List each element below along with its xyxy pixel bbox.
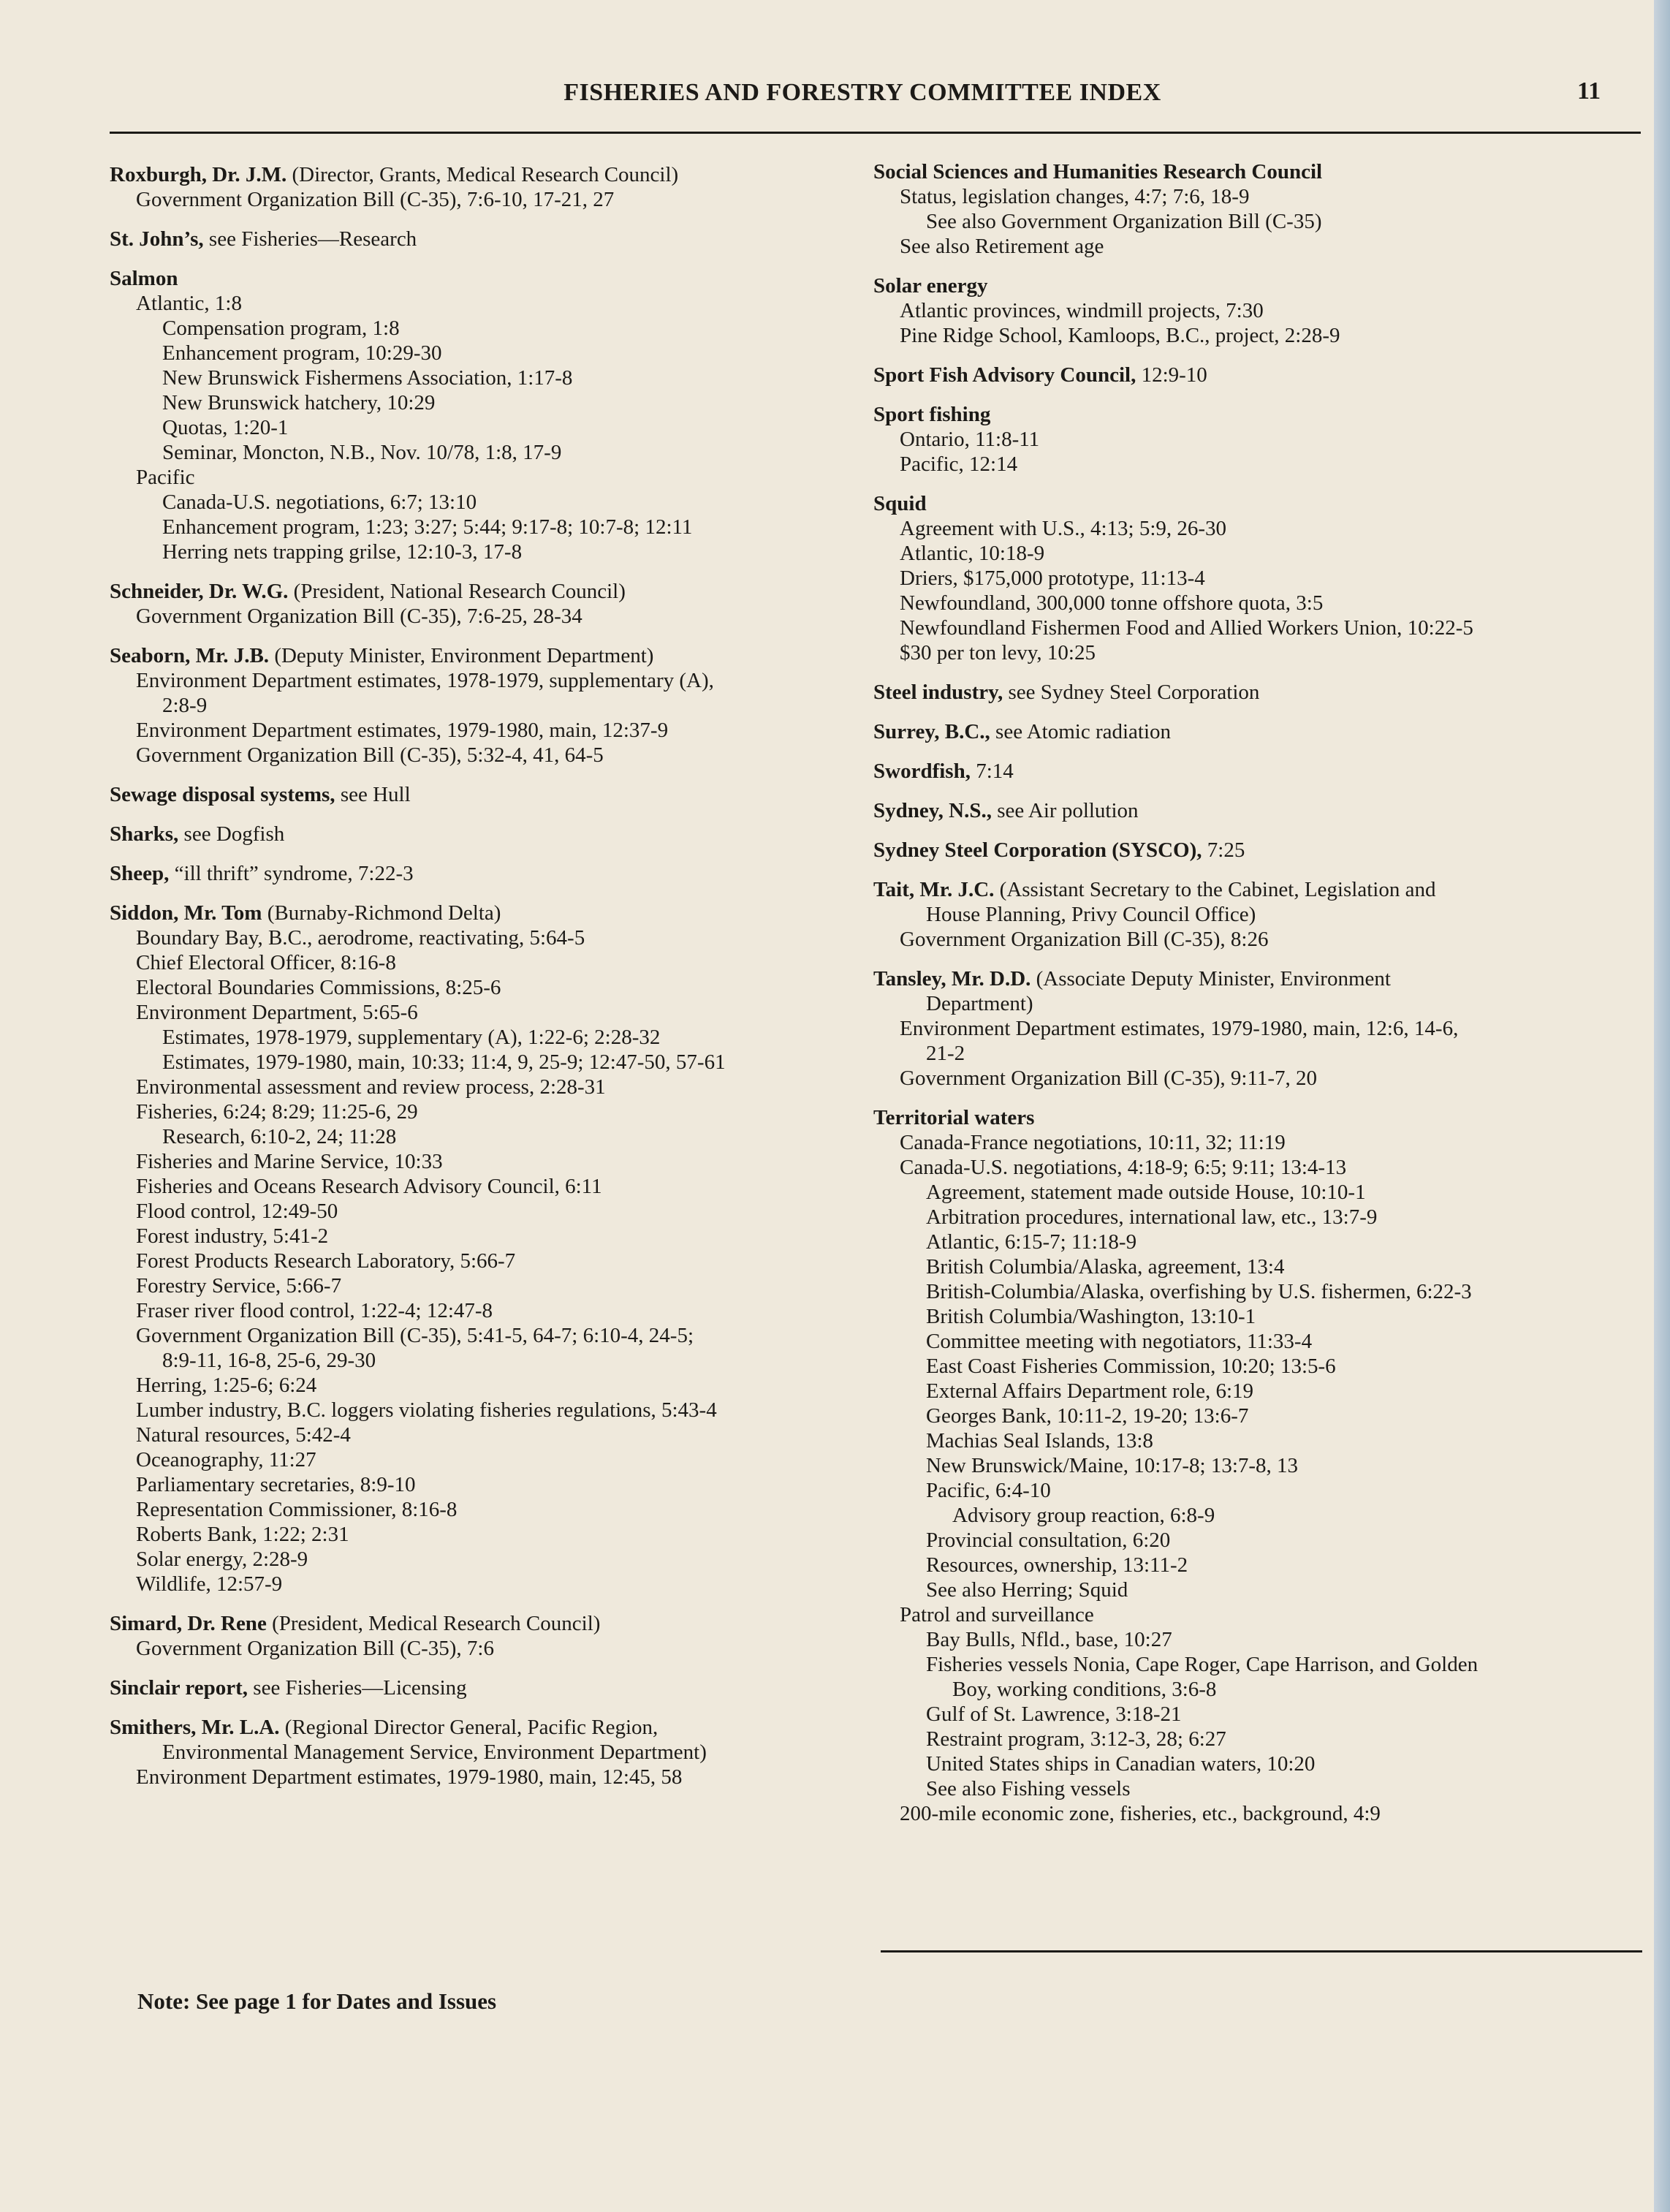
index-subentry: Ontario, 11:8-11 bbox=[900, 428, 1040, 451]
index-entry bbox=[873, 491, 1648, 665]
page-edge bbox=[1654, 0, 1670, 2212]
index-subentry: See also Government Organization Bill (C-35) bbox=[926, 210, 1322, 233]
index-subentry: Government Organization Bill (C-35), 9:11-7, 20 bbox=[900, 1067, 1318, 1090]
index-entry bbox=[873, 680, 1648, 705]
index-subentry: Compensation program, 1:8 bbox=[162, 317, 400, 340]
index-subentry: Fisheries and Oceans Research Advisory Council, 6:11 bbox=[136, 1175, 602, 1198]
index-heading-detail: (Director, Grants, Medical Research Council) bbox=[286, 163, 679, 186]
index-heading: Sport fishing bbox=[873, 403, 991, 426]
index-entry bbox=[110, 579, 870, 629]
index-column-left bbox=[110, 162, 870, 1804]
index-entry bbox=[873, 159, 1648, 259]
index-subentry: New Brunswick/Maine, 10:17-8; 13:7-8, 13 bbox=[926, 1454, 1299, 1477]
index-subentry: United States ships in Canadian waters, 10:20 bbox=[926, 1752, 1316, 1776]
index-heading-detail: see Atomic radiation bbox=[990, 720, 1172, 743]
footer-rule bbox=[881, 1950, 1642, 1952]
index-subentry: Environment Department estimates, 1979-1980, main, 12:6, 14-6, bbox=[900, 1017, 1459, 1040]
index-entry-heading-line bbox=[110, 579, 870, 604]
index-entry bbox=[110, 901, 870, 1596]
index-heading: Sharks, bbox=[110, 822, 179, 846]
index-subentry: Lumber industry, B.C. loggers violating fisheries regulations, 5:43-4 bbox=[136, 1398, 717, 1422]
index-heading-detail: 12:9-10 bbox=[1136, 363, 1207, 387]
index-entry bbox=[873, 759, 1648, 784]
index-subentry: $30 per ton levy, 10:25 bbox=[900, 641, 1096, 664]
index-entry-heading-line bbox=[110, 1675, 870, 1700]
index-subentry: Canada-U.S. negotiations, 6:7; 13:10 bbox=[162, 490, 477, 514]
index-subentry: Estimates, 1979-1980, main, 10:33; 11:4, 9, 25-9; 12:47-50, 57-61 bbox=[162, 1050, 726, 1074]
index-subentry: Chief Electoral Officer, 8:16-8 bbox=[136, 951, 396, 974]
index-subentry: Georges Bank, 10:11-2, 19-20; 13:6-7 bbox=[926, 1404, 1249, 1428]
index-subentry: See also Herring; Squid bbox=[926, 1578, 1128, 1602]
index-heading-detail: see Hull bbox=[335, 783, 411, 806]
index-subentry: Machias Seal Islands, 13:8 bbox=[926, 1429, 1153, 1452]
index-entry-heading-line bbox=[110, 227, 870, 251]
header-rule bbox=[110, 132, 1641, 134]
index-heading: Sinclair report, bbox=[110, 1676, 248, 1700]
index-entry-heading-line bbox=[873, 363, 1648, 387]
index-column-right bbox=[873, 159, 1648, 1841]
index-entry-heading-line bbox=[110, 861, 870, 886]
index-entry-heading-line bbox=[110, 162, 870, 187]
index-subentry: Fraser river flood control, 1:22-4; 12:47-8 bbox=[136, 1299, 493, 1322]
index-subentry: See also Fishing vessels bbox=[926, 1777, 1131, 1800]
index-subentry: Restraint program, 3:12-3, 28; 6:27 bbox=[926, 1727, 1226, 1751]
index-heading: Sport Fish Advisory Council, bbox=[873, 363, 1136, 387]
index-subentry: Quotas, 1:20-1 bbox=[162, 416, 289, 439]
index-entry-heading-line bbox=[873, 966, 1648, 991]
index-subentry: Forest industry, 5:41-2 bbox=[136, 1224, 329, 1248]
index-heading: Tait, Mr. J.C. bbox=[873, 878, 995, 901]
index-heading: Sydney, N.S., bbox=[873, 799, 992, 822]
index-entry bbox=[873, 877, 1648, 952]
index-heading: Roxburgh, Dr. J.M. bbox=[110, 163, 287, 186]
index-entry-heading-line bbox=[110, 782, 870, 807]
index-entry-heading-line bbox=[873, 798, 1648, 823]
index-subentry: Provincial consultation, 6:20 bbox=[926, 1529, 1171, 1552]
index-entry bbox=[110, 1715, 870, 1789]
index-entry-heading-line bbox=[873, 273, 1648, 298]
index-heading-detail: “ill thrift” syndrome, 7:22-3 bbox=[169, 862, 414, 885]
index-subentry: Atlantic provinces, windmill projects, 7:30 bbox=[900, 299, 1264, 322]
index-heading-detail: (President, Medical Research Council) bbox=[266, 1612, 601, 1635]
index-subentry: Forest Products Research Laboratory, 5:66-7 bbox=[136, 1249, 516, 1273]
index-heading-detail: see Air pollution bbox=[991, 799, 1139, 822]
index-subentry: Environmental Management Service, Environment Department) bbox=[162, 1741, 707, 1764]
index-subentry: Agreement, statement made outside House, 10:10-1 bbox=[926, 1181, 1366, 1204]
index-heading-detail: see Sydney Steel Corporation bbox=[1003, 681, 1260, 704]
index-entry-heading-line bbox=[873, 159, 1648, 184]
index-subentry: Forestry Service, 5:66-7 bbox=[136, 1274, 342, 1298]
index-subentry: Government Organization Bill (C-35), 8:26 bbox=[900, 928, 1269, 951]
index-heading: Squid bbox=[873, 492, 927, 515]
index-heading-detail: (Deputy Minister, Environment Department) bbox=[269, 644, 654, 667]
index-subentry: British-Columbia/Alaska, overfishing by U.S. fishermen, 6:22-3 bbox=[926, 1280, 1472, 1303]
index-subentry: Government Organization Bill (C-35), 7:6-10, 17-21, 27 bbox=[136, 188, 615, 211]
index-subentry: Atlantic, 6:15-7; 11:18-9 bbox=[926, 1230, 1137, 1254]
index-subentry: Enhancement program, 10:29-30 bbox=[162, 341, 442, 365]
index-subentry: Status, legislation changes, 4:7; 7:6, 18-9 bbox=[900, 185, 1250, 208]
index-entry-heading-line bbox=[873, 759, 1648, 784]
index-subentry: Pacific, 6:4-10 bbox=[926, 1479, 1051, 1502]
index-subentry: Newfoundland, 300,000 tonne offshore quota, 3:5 bbox=[900, 591, 1324, 615]
index-heading: Sheep, bbox=[110, 862, 170, 885]
index-subentry: Enhancement program, 1:23; 3:27; 5:44; 9:17-8; 10:7-8; 12:11 bbox=[162, 515, 693, 539]
index-heading: Tansley, Mr. D.D. bbox=[873, 967, 1031, 991]
page-header-title: FISHERIES AND FORESTRY COMMITTEE INDEX bbox=[563, 79, 1161, 106]
index-heading-detail: (President, National Research Council) bbox=[288, 580, 626, 603]
index-entry-heading-line bbox=[873, 491, 1648, 516]
index-subentry: Atlantic, 10:18-9 bbox=[900, 542, 1045, 565]
index-subentry: Representation Commissioner, 8:16-8 bbox=[136, 1498, 458, 1521]
footer-note: Note: See page 1 for Dates and Issues bbox=[137, 1988, 497, 2014]
index-heading: Simard, Dr. Rene bbox=[110, 1612, 267, 1635]
index-entry-heading-line bbox=[873, 877, 1648, 902]
index-subentry: Government Organization Bill (C-35), 7:6 bbox=[136, 1637, 494, 1660]
index-subentry: Boy, working conditions, 3:6-8 bbox=[952, 1678, 1217, 1701]
index-subentry: Driers, $175,000 prototype, 11:13-4 bbox=[900, 567, 1205, 590]
index-subentry: Patrol and surveillance bbox=[900, 1603, 1094, 1626]
index-subentry: Canada-France negotiations, 10:11, 32; 11:19 bbox=[900, 1131, 1286, 1154]
index-subentry: Advisory group reaction, 6:8-9 bbox=[952, 1504, 1215, 1527]
index-heading: Steel industry, bbox=[873, 681, 1003, 704]
index-entry-heading-line bbox=[110, 1715, 870, 1740]
index-subentry: New Brunswick Fishermens Association, 1:17-8 bbox=[162, 366, 573, 390]
index-subentry: Environment Department, 5:65-6 bbox=[136, 1001, 418, 1024]
index-subentry: Pine Ridge School, Kamloops, B.C., project, 2:28-9 bbox=[900, 324, 1340, 347]
index-heading: Sewage disposal systems, bbox=[110, 783, 335, 806]
index-subentry: Herring, 1:25-6; 6:24 bbox=[136, 1374, 317, 1397]
index-entry bbox=[873, 363, 1648, 387]
page-number: 11 bbox=[1577, 77, 1601, 105]
index-entry bbox=[110, 227, 870, 251]
index-subentry: Atlantic, 1:8 bbox=[136, 292, 242, 315]
index-subentry: Department) bbox=[926, 992, 1033, 1015]
index-subentry: Government Organization Bill (C-35), 5:32-4, 41, 64-5 bbox=[136, 743, 604, 767]
index-subentry: Newfoundland Fishermen Food and Allied Workers Union, 10:22-5 bbox=[900, 616, 1473, 640]
index-entry bbox=[873, 1105, 1648, 1826]
index-subentry: 200-mile economic zone, fisheries, etc., background, 4:9 bbox=[900, 1802, 1381, 1825]
index-entry-heading-line bbox=[110, 822, 870, 846]
index-entry bbox=[110, 162, 870, 212]
index-subentry: See also Retirement age bbox=[900, 235, 1104, 258]
index-subentry: British Columbia/Washington, 13:10-1 bbox=[926, 1305, 1256, 1328]
index-entry bbox=[110, 1611, 870, 1661]
index-entry bbox=[110, 643, 870, 768]
index-subentry: 2:8-9 bbox=[162, 694, 208, 717]
index-subentry: Estimates, 1978-1979, supplementary (A), 1:22-6; 2:28-32 bbox=[162, 1026, 661, 1049]
index-entry bbox=[873, 966, 1648, 1091]
index-heading: St. John’s, bbox=[110, 227, 204, 251]
index-heading-detail: see Dogfish bbox=[178, 822, 285, 846]
index-subentry: Pacific, 12:14 bbox=[900, 452, 1018, 476]
index-entry-heading-line bbox=[873, 838, 1648, 863]
index-heading-detail: see Fisheries—Licensing bbox=[248, 1676, 467, 1700]
index-subentry: Seminar, Moncton, N.B., Nov. 10/78, 1:8, 17-9 bbox=[162, 441, 562, 464]
index-subentry: Government Organization Bill (C-35), 7:6-25, 28-34 bbox=[136, 605, 582, 628]
index-subentry: Committee meeting with negotiators, 11:33-4 bbox=[926, 1330, 1313, 1353]
index-entry bbox=[110, 782, 870, 807]
index-subentry: Fisheries vessels Nonia, Cape Roger, Cape Harrison, and Golden bbox=[926, 1653, 1479, 1676]
index-entry bbox=[873, 273, 1648, 348]
index-entry bbox=[110, 266, 870, 564]
index-heading: Territorial waters bbox=[873, 1106, 1035, 1129]
index-subentry: Resources, ownership, 13:11-2 bbox=[926, 1553, 1188, 1577]
index-heading: Siddon, Mr. Tom bbox=[110, 901, 262, 925]
index-subentry: 21-2 bbox=[926, 1042, 965, 1065]
index-subentry: Environment Department estimates, 1978-1979, supplementary (A), bbox=[136, 669, 714, 692]
index-subentry: Arbitration procedures, international law, etc., 13:7-9 bbox=[926, 1205, 1378, 1229]
index-subentry: Environment Department estimates, 1979-1980, main, 12:45, 58 bbox=[136, 1765, 683, 1789]
index-entry bbox=[873, 402, 1648, 477]
index-subentry: Solar energy, 2:28-9 bbox=[136, 1548, 308, 1571]
index-subentry: Parliamentary secretaries, 8:9-10 bbox=[136, 1473, 416, 1496]
index-subentry: British Columbia/Alaska, agreement, 13:4 bbox=[926, 1255, 1285, 1279]
index-entry bbox=[110, 1675, 870, 1700]
index-heading-detail: (Burnaby-Richmond Delta) bbox=[262, 901, 501, 925]
index-subentry: New Brunswick hatchery, 10:29 bbox=[162, 391, 436, 414]
index-entry-heading-line bbox=[873, 1105, 1648, 1130]
index-subentry: Electoral Boundaries Commissions, 8:25-6 bbox=[136, 976, 501, 999]
index-subentry: 8:9-11, 16-8, 25-6, 29-30 bbox=[162, 1349, 376, 1372]
index-entry bbox=[110, 861, 870, 886]
index-subentry: Wildlife, 12:57-9 bbox=[136, 1572, 283, 1596]
index-subentry: Oceanography, 11:27 bbox=[136, 1448, 316, 1471]
index-heading-detail: (Regional Director General, Pacific Region, bbox=[279, 1716, 658, 1739]
index-entry bbox=[873, 838, 1648, 863]
index-heading: Salmon bbox=[110, 267, 178, 290]
index-heading: Seaborn, Mr. J.B. bbox=[110, 644, 270, 667]
index-heading-detail: (Assistant Secretary to the Cabinet, Legislation and bbox=[994, 878, 1436, 901]
index-heading: Smithers, Mr. L.A. bbox=[110, 1716, 280, 1739]
index-entry-heading-line bbox=[873, 680, 1648, 705]
index-heading: Surrey, B.C., bbox=[873, 720, 990, 743]
index-subentry: Canada-U.S. negotiations, 4:18-9; 6:5; 9:11; 13:4-13 bbox=[900, 1156, 1347, 1179]
index-subentry: House Planning, Privy Council Office) bbox=[926, 903, 1256, 926]
index-subentry: Research, 6:10-2, 24; 11:28 bbox=[162, 1125, 397, 1148]
index-entry bbox=[110, 822, 870, 846]
index-subentry: Boundary Bay, B.C., aerodrome, reactivating, 5:64-5 bbox=[136, 926, 585, 950]
index-heading: Schneider, Dr. W.G. bbox=[110, 580, 289, 603]
index-heading: Swordfish, bbox=[873, 760, 971, 783]
index-subentry: Gulf of St. Lawrence, 3:18-21 bbox=[926, 1702, 1182, 1726]
index-entry bbox=[873, 798, 1648, 823]
index-entry-heading-line bbox=[873, 719, 1648, 744]
index-subentry: Pacific bbox=[136, 466, 195, 489]
index-heading: Sydney Steel Corporation (SYSCO), bbox=[873, 838, 1202, 862]
index-heading-detail: 7:25 bbox=[1202, 838, 1245, 862]
index-entry-heading-line bbox=[873, 402, 1648, 427]
index-subentry: Environmental assessment and review process, 2:28-31 bbox=[136, 1075, 606, 1099]
index-subentry: Herring nets trapping grilse, 12:10-3, 17-8 bbox=[162, 540, 523, 564]
index-heading-detail: see Fisheries—Research bbox=[203, 227, 417, 251]
index-heading-detail: 7:14 bbox=[970, 760, 1014, 783]
index-entry-heading-line bbox=[110, 1611, 870, 1636]
index-subentry: Natural resources, 5:42-4 bbox=[136, 1423, 351, 1447]
index-subentry: Flood control, 12:49-50 bbox=[136, 1200, 338, 1223]
index-subentry: Agreement with U.S., 4:13; 5:9, 26-30 bbox=[900, 517, 1227, 540]
index-subentry: Roberts Bank, 1:22; 2:31 bbox=[136, 1523, 349, 1546]
index-subentry: Bay Bulls, Nfld., base, 10:27 bbox=[926, 1628, 1172, 1651]
index-subentry: Environment Department estimates, 1979-1980, main, 12:37-9 bbox=[136, 719, 669, 742]
index-entry-heading-line bbox=[110, 901, 870, 925]
index-heading-detail: (Associate Deputy Minister, Environment bbox=[1031, 967, 1391, 991]
index-entry bbox=[873, 719, 1648, 744]
index-subentry: Fisheries, 6:24; 8:29; 11:25-6, 29 bbox=[136, 1100, 418, 1124]
index-heading: Solar energy bbox=[873, 274, 988, 298]
index-subentry: Government Organization Bill (C-35), 5:41-5, 64-7; 6:10-4, 24-5; bbox=[136, 1324, 694, 1347]
index-entry-heading-line bbox=[110, 643, 870, 668]
index-subentry: East Coast Fisheries Commission, 10:20; 13:5-6 bbox=[926, 1355, 1336, 1378]
index-entry-heading-line bbox=[110, 266, 870, 291]
index-subentry: External Affairs Department role, 6:19 bbox=[926, 1379, 1254, 1403]
index-heading: Social Sciences and Humanities Research Council bbox=[873, 160, 1323, 183]
index-subentry: Fisheries and Marine Service, 10:33 bbox=[136, 1150, 443, 1173]
